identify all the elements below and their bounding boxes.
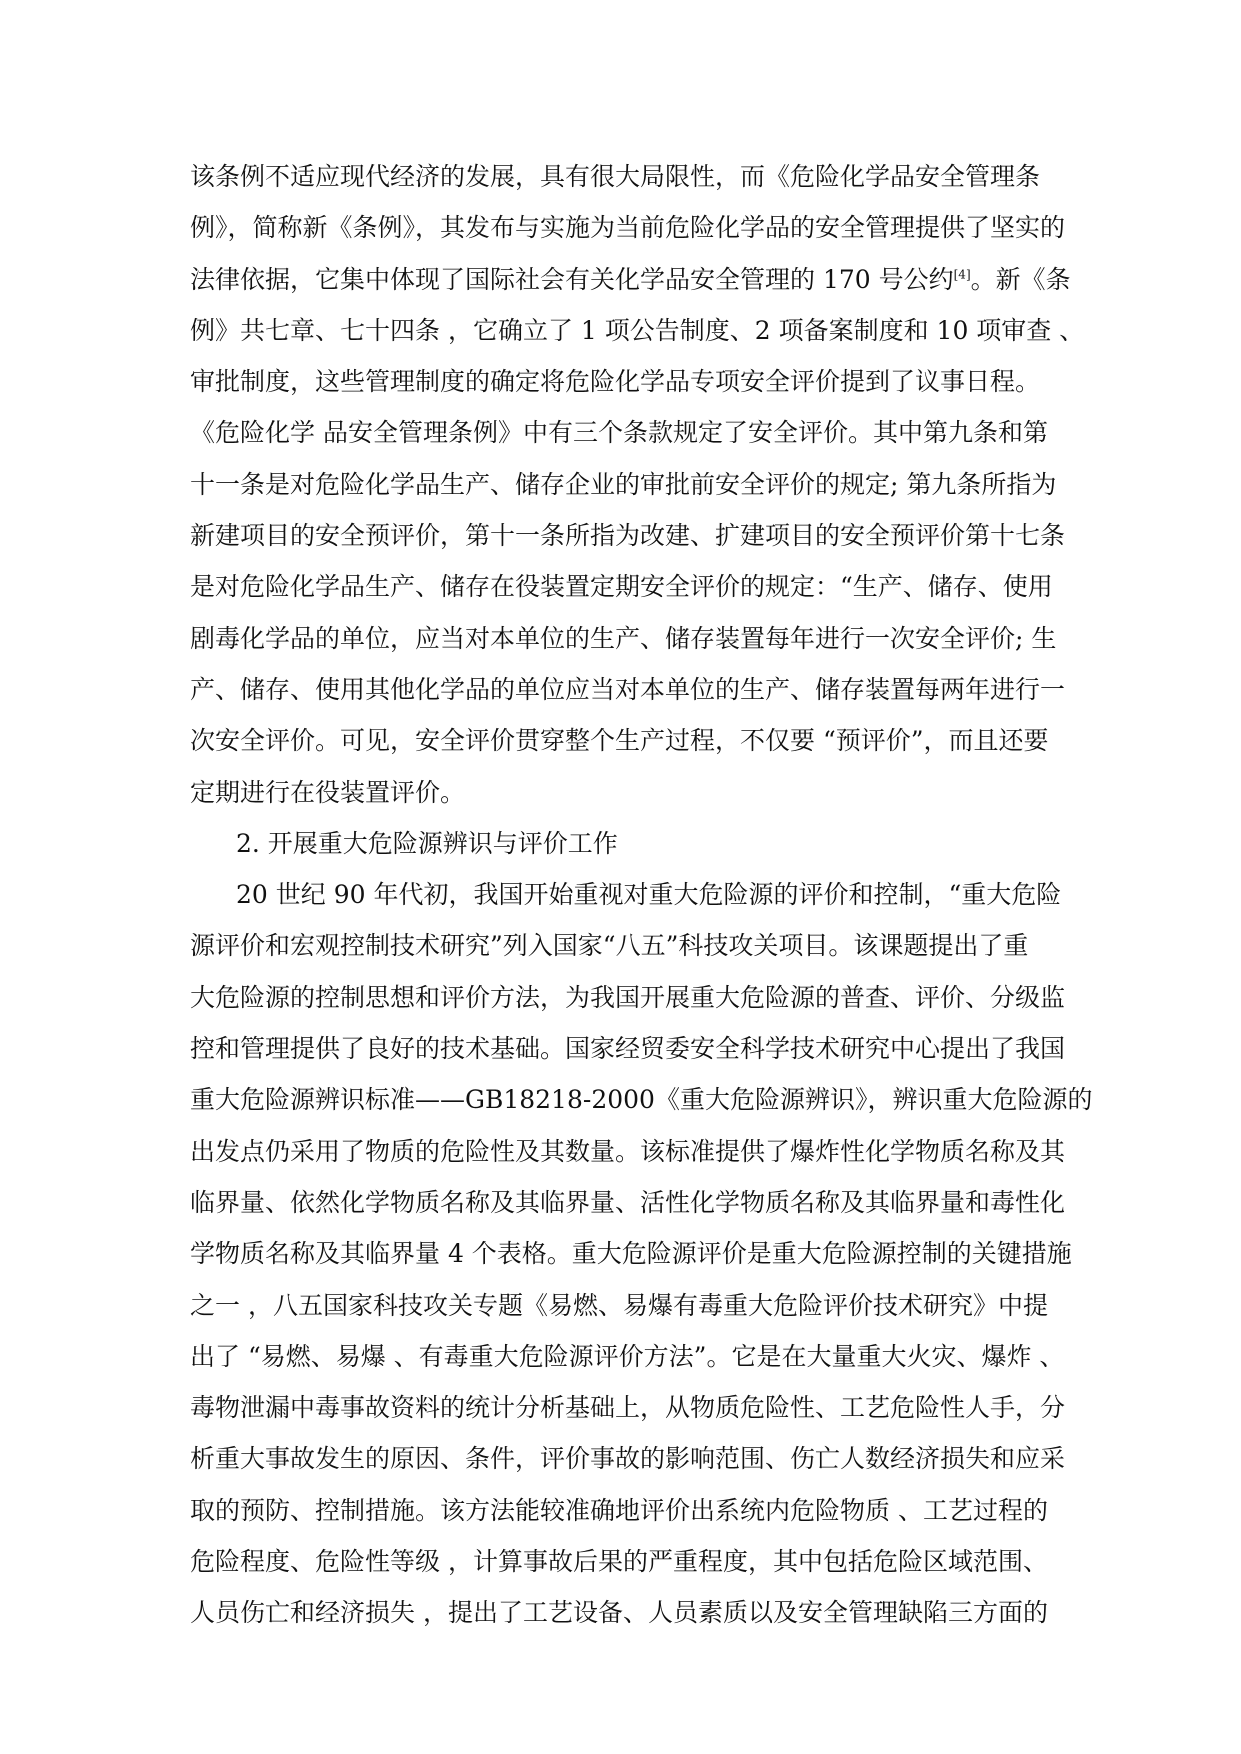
text-line: 出了 “易燃、易爆 、有毒重大危险源评价方法”。它是在大量重大火灾、爆炸 、 — [190, 1341, 1065, 1371]
text-line: 学物质名称及其临界量 4 个表格。重大危险源评价是重大危险源控制的关键措施 — [190, 1239, 1072, 1269]
text-line: 重大危险源辨识标准——GB18218-2000《重大危险源辨识》，辨识重大危险源的 — [190, 1085, 1093, 1115]
text-line: 新建项目的安全预评价，第十一条所指为改建、扩建项目的安全预评价第十七条 — [190, 521, 1066, 551]
line-text: 法律依据，它集中体现了国际社会有关化学品安全管理的 170 号公约 — [190, 264, 954, 294]
text-line: 人员伤亡和经济损失 ，提出了工艺设备、人员素质以及安全管理缺陷三方面的 — [190, 1598, 1048, 1628]
text-line: 《危险化学 品安全管理条例》中有三个条款规定了安全评价。其中第九条和第 — [190, 418, 1048, 448]
text-line: 20 世纪 90 年代初，我国开始重视对重大危险源的评价和控制，“重大危险 — [236, 880, 1062, 910]
text-line: 十一条是对危险化学品生产、储存企业的审批前安全评价的规定; 第九条所指为 — [190, 469, 1057, 499]
text-line: 例》共七章、七十四条 ，它确立了 1 项公告制度、2 项备案制度和 10 项审查 、 — [190, 315, 1085, 345]
text-line: 临界量、依然化学物质名称及其临界量、活性化学物质名称及其临界量和毒性化 — [190, 1187, 1066, 1217]
text-line: 出发点仍采用了物质的危险性及其数量。该标准提供了爆炸性化学物质名称及其 — [190, 1136, 1066, 1166]
line-text-tail: 。新《条 — [970, 264, 1071, 294]
text-line: 定期进行在役装置评价。 — [190, 777, 466, 807]
text-line: 剧毒化学品的单位，应当对本单位的生产、储存装置每年进行一次安全评价; 生 — [190, 623, 1057, 653]
body-text — [190, 157, 1093, 1645]
text-line: 析重大事故发生的原因、条件，评价事故的影响范围、伤亡人数经济损失和应采 — [190, 1444, 1066, 1474]
text-line: 次安全评价。可见，安全评价贯穿整个生产过程，不仅要 “预评价”，而且还要 — [190, 726, 1049, 756]
text-line: 源评价和宏观控制技术研究”列入国家“八五”科技攻关项目。该课题提出了重 — [190, 931, 1029, 961]
text-line: 该条例不适应现代经济的发展，具有很大局限性，而《危险化学品安全管理条 — [190, 162, 1041, 191]
text-line: 之一 ，八五国家科技攻关专题《易燃、易爆有毒重大危险评价技术研究》中提 — [190, 1290, 1048, 1320]
text-line: 大危险源的控制思想和评价方法，为我国开展重大危险源的普查、评价、分级监 — [190, 982, 1066, 1012]
text-line — [190, 260, 1071, 299]
text-line: 取的预防、控制措施。该方法能较准确地评价出系统内危险物质 、工艺过程的 — [190, 1495, 1048, 1525]
section-heading: 2. 开展重大危险源辨识与评价工作 — [236, 828, 618, 858]
text-line: 审批制度，这些管理制度的确定将危险化学品专项安全评价提到了议事日程。 — [190, 367, 1041, 397]
text-line: 危险程度、危险性等级 ，计算事故后果的严重程度，其中包括危险区域范围、 — [190, 1547, 1048, 1577]
citation-marker: [4] — [953, 267, 971, 282]
text-line: 例》，简称新《条例》，其发布与实施为当前危险化学品的安全管理提供了坚实的 — [190, 213, 1066, 243]
text-line: 毒物泄漏中毒事故资料的统计分析基础上，从物质危险性、工艺危险性人手，分 — [190, 1393, 1066, 1423]
text-line: 是对危险化学品生产、储存在役装置定期安全评价的规定：“生产、储存、使用 — [190, 572, 1053, 602]
text-line: 产、储存、使用其他化学品的单位应当对本单位的生产、储存装置每两年进行一 — [190, 674, 1066, 704]
text-line: 控和管理提供了良好的技术基础。国家经贸委安全科学技术研究中心提出了我国 — [190, 1034, 1066, 1064]
